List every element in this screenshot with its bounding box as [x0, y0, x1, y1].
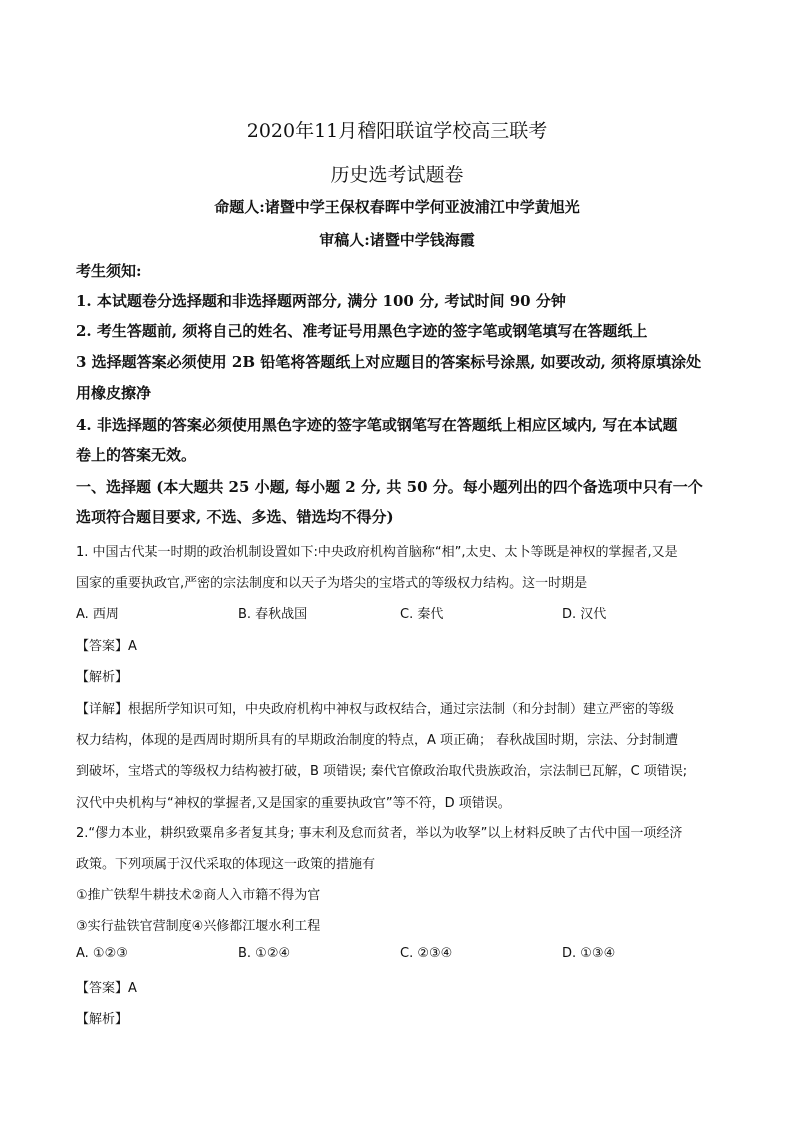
notice-item-3: 3 选择题答案必须使用 2B 铅笔将答题纸上对应题目的答案标号涂黑, 如要改动, 须将原填涂处 — [76, 353, 702, 371]
q1-option-b: B. 春秋战国 — [238, 607, 308, 622]
notice-item-4: 4. 非选择题的答案必须使用黑色字迹的签字笔或钢笔写在答题纸上相应区域内, 写在本试题 — [76, 416, 678, 434]
q2-analysis-label: 【解析】 — [76, 1012, 129, 1027]
notice-item-1: 1. 本试题卷分选择题和非选择题两部分, 满分 100 分, 考试时间 90 分钟 — [76, 292, 566, 310]
q1-option-c: C. 秦代 — [400, 607, 444, 622]
q1-detail-4: 汉代中央机构与“神权的掌握者,又是国家的重要执政官”等不符，D 项错误。 — [76, 796, 511, 811]
q1-detail-3: 到破坏，宝塔式的等级权力结构被打破，B 项错误; 秦代官僚政治取代贵族政治，宗法制已瓦解，C 项错误; — [76, 764, 688, 779]
author-line: 命题人:诸暨中学王保权春晖中学何亚波浦江中学黄旭光 — [214, 198, 580, 216]
q2-option-d: D. ①③④ — [562, 946, 616, 961]
q2-stem-cont: 政策。下列项属于汉代采取的体现这一政策的措施有 — [76, 857, 376, 872]
q1-stem-cont: 国家的重要执政官,严密的宗法制度和以天子为塔尖的宝塔式的等级权力结构。这一时期是 — [76, 576, 588, 591]
q2-statements-1: ①推广铁犁牛耕技术②商人入市籍不得为官 — [76, 888, 321, 903]
q1-analysis-label: 【解析】 — [76, 670, 129, 685]
notice-item-2: 2. 考生答题前, 须将自己的姓名、准考证号用黑色字迹的签字笔或钢笔填写在答题纸上 — [76, 322, 648, 340]
q2-option-a: A. ①②③ — [76, 946, 128, 961]
q1-stem: 1. 中国古代某一时期的政治机制设置如下:中央政府机构首脑称“相”,太史、太卜等既是神权的掌握者,又是 — [76, 545, 678, 560]
section-heading-cont: 选项符合题目要求, 不选、多选、错选均不得分) — [76, 508, 394, 526]
notice-item-4-cont: 卷上的答案无效。 — [76, 446, 197, 464]
q1-option-d: D. 汉代 — [562, 607, 607, 622]
q2-option-b: B. ①②④ — [238, 946, 291, 961]
notice-item-3-cont: 用橡皮擦净 — [76, 384, 152, 402]
q2-statements-2: ③实行盐铁官营制度④兴修都江堰水利工程 — [76, 919, 321, 934]
exam-title: 2020年11月稽阳联谊学校高三联考 — [246, 120, 548, 142]
q1-answer: 【答案】A — [76, 639, 137, 654]
section-heading: 一、选择题 (本大题共 25 小题, 每小题 2 分, 共 50 分。每小题列出的四个备选项中只有一个 — [76, 478, 703, 496]
q2-option-c: C. ②③④ — [400, 946, 453, 961]
q1-detail: 【详解】根据所学知识可知，中央政府机构中神权与政权结合，通过宗法制（和分封制）建立严密的等级 — [76, 702, 675, 717]
exam-subtitle: 历史选考试题卷 — [330, 164, 464, 186]
q2-stem: 2.“僇力本业，耕织致粟帛多者复其身; 事末利及怠而贫者，举以为收孥”以上材料反映了古代中国一项经济 — [76, 826, 683, 841]
reviewer-line: 审稿人:诸暨中学钱海霞 — [319, 231, 475, 249]
notice-heading: 考生须知: — [76, 262, 142, 280]
q2-answer: 【答案】A — [76, 981, 137, 996]
q1-detail-2: 权力结构，体现的是西周时期所具有的早期政治制度的特点，A 项正确； 春秋战国时期，宗法、分封制遭 — [76, 733, 679, 748]
q1-option-a: A. 西周 — [76, 607, 119, 622]
